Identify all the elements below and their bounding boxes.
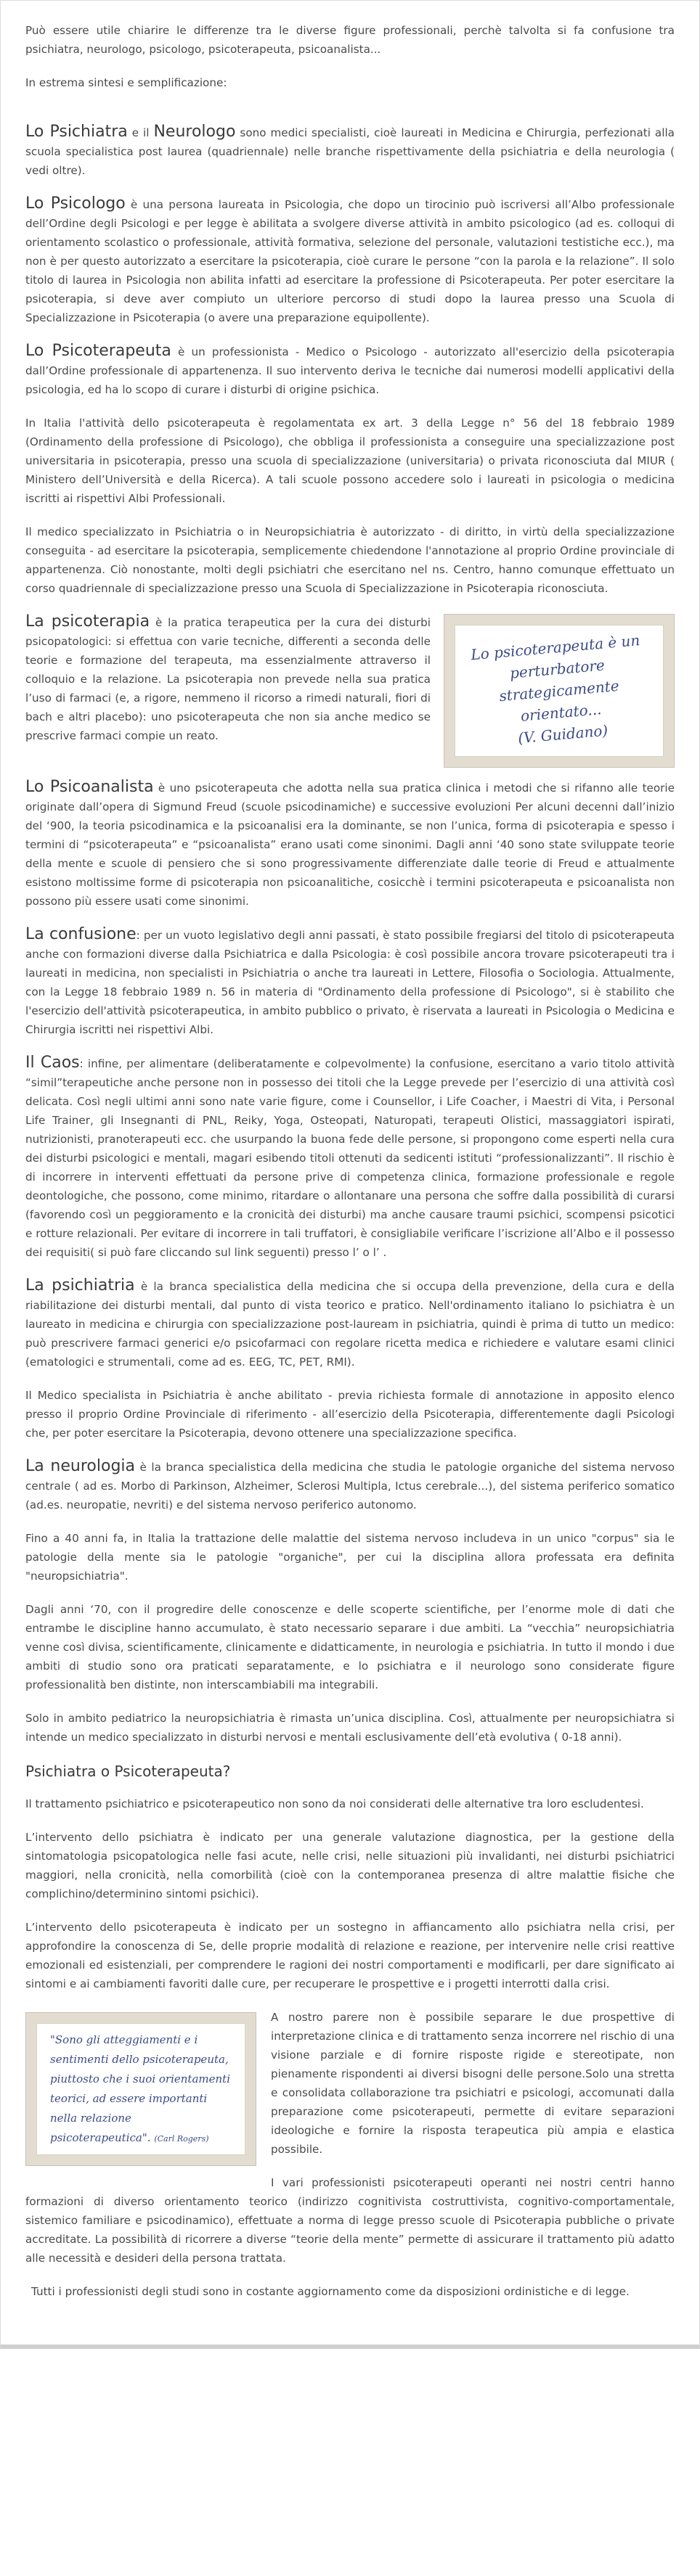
quote-guidano-author: (V. Guidano) [517,721,609,747]
heading-psichiatria: La psichiatria [25,1276,135,1295]
intro-summary: In estrema sintesi e semplificazione: [25,76,227,89]
text-psicoanalista: è uno psicoterapeuta che adotta nella sua pratica clinica i metodi che si rifanno alle teorie originate dall’opera di Sigmund Freud (scuole psicodinamiche) e successive evoluzioni Per alcuni decenni dall’inizio del ‘900, la teoria psicodinamica e la psicoanalisi era la dominante, se non l’unica, forma di psicoterapia e spesso i termini di “psicoterapeuta” e “psicoanalista” erano usati come sinonimi. Dagli anni ‘40 sono state sviluppate teorie della mente e scuole di pensiero che si sono progressivamente differenziate dalle teorie di Freud e attualmente esistono moltissime forme di psicoterapia non psicoanalitiche, cosicchè i termini psicoterapeuta e psicoanalista non possono più essere usati come sinonimi. [25,782,675,908]
quote-guidano-line2: perturbatore [509,656,606,682]
section-psicoterapeuta [25,342,675,399]
paragraph-ambito-pediatrico: Solo in ambito pediatrico la neuropsichiatria è rimasta un’unica disciplina. Così, attualmente per neuropsichiatra si intende un medico specializzato in disturbi nervosi e mentali esclusivamente dell’età evolutiva ( 0-18 anni). [25,1712,675,1744]
paragraph-aggiornamento: Tutti i professionisti degli studi sono in costante aggiornamento come da disposizioni ordinistiche e di legge. [31,2285,630,2298]
heading-confusione: La confusione [25,925,137,943]
text-psicoterapia: è la pratica terapeutica per la cura dei disturbi psicopatologici: si effettua con varie tecniche, differenti a seconda delle teorie e formazione del terapeuta, ma essenzialmente attraverso il colloquio e la relazione. La psicoterapia non prevede nella sua pratica l’uso di farmaci (e, a rigore, nemmeno il ricorso a rimedi naturali, fiori di bach e altri placebo): uno psicoterapeuta che non sia anche medico se prescrive farmaci compie un reato. [25,616,431,742]
text-psicoterapeuta: è un professionista - Medico o Psicologo - autorizzato all'esercizio della psicoterapia dall’Ordine professionale di appartenenza. Il suo intervento deriva le tecniche dai numerosi modelli applicativi della psicologia, ed ha lo scopo di curare i disturbi di origine psichica. [25,345,675,396]
heading-caos: Il Caos [25,1054,80,1072]
heading-psicologo: Lo Psicologo [25,194,126,213]
text-neurologia: è la branca specialistica della medicina che studia le patologie organiche del sistema nervoso centrale ( ad es. Morbo di Parkinson, Alzheimer, Sclerosi Multipla, Ictus cerebrale...), del sistema periferico somatico (ad.es. neuropatie, nevriti) e del sistema nervoso periferico autonomo. [25,1461,675,1511]
quote-rogers-card [36,2023,245,2155]
quote-guidano [464,628,654,752]
paragraph-legge-psicoterapeuta: In Italia l'attività dello psicoterapeuta è regolamentata ex art. 3 della Legge n° 56 del 18 febbraio 1989 (Ordinamento della professione di Psicologo), che obbliga il professionista a conseguire una specializzazione post universitaria in psicoterapia, presso una scuola di specializzazione (universitaria) o privata riconosciuta dal MIUR ( Ministero dell’Università e della Ricerca). A tali scuole possono accedere solo i laureati in psicologia o medicina iscritti ai rispettivi Albi Professionali. [25,417,675,505]
quote-guidano-card [455,625,664,757]
quote-rogers-author: (Carl Rogers) [154,2133,209,2144]
paragraph-medico-specializzato: Il medico specializzato in Psichiatria o in Neuropsichiatria è autorizzato - di diritto, in virtù della specializzazione conseguita - ad esercitare la psicoterapia, semplicemente chiedendone l'annotazione al proprio Ordine provinciale di appartenenza. Ciò nonostante, molti degli psichiatri che esercitano nel ns. Centro, hanno comunque effettuato un corso quadriennale di specializzazione presso una Scuola di Specializzazione in Psicoterapia riconosciuta. [25,525,675,595]
paragraph-neuropsichiatria: Fino a 40 anni fa, in Italia la trattazione delle malattie del sistema nervoso includeva in un unico "corpus" sia le patologie della mente sia le patologie "organiche", per cui la disciplina allora professata era definita "neuropsichiatria". [25,1532,675,1583]
heading-psichiatra-o-psicoterapeuta: Psichiatra o Psicoterapeuta? [25,1763,231,1780]
section-psicologo [25,194,675,327]
heading-psicoterapia: La psicoterapia [25,612,150,631]
paragraph-medico-psichiatria: Il Medico specialista in Psichiatria è anche abilitato - previa richiesta formale di annotazione in apposito elenco presso il proprio Ordine Provinciale di riferimento - all’esercizio della Psicoterapia, differentemente dagli Psicologi che, per poter esercitare la Psicoterapia, devono ottenere una specializzazione specifica. [25,1389,675,1440]
text-psichiatria: è la branca specialistica della medicina che si occupa della prevenzione, della cura e della riabilitazione dei disturbi mentali, dal punto di vista teorico e pratico. Nell'ordinamento italiano lo psichiatra è un laureato in medicina e chirurgia con specializzazione post-lauream in psichiatria, quindi è prima di tutto un medico: può prescrivere farmaci generici e/o psicofarmaci con regolare ricetta medica e richiedere e valutare esami clinici (ematologici e strumentali, come ad es. EEG, TC, PET, RMI). [25,1280,675,1369]
heading-psicoanalista: Lo Psicoanalista [25,778,154,796]
connector-text: e il [127,126,154,139]
section-neurologia [25,1457,675,1514]
quote-rogers [50,2030,232,2149]
heading-psicoterapeuta: Lo Psicoterapeuta [25,342,171,360]
paragraph-trattamento: Il trattamento psichiatrico e psicoterapeutico non sono da noi considerati delle alternative tra loro escludentesi. [25,1797,644,1810]
text-psichiatra-neurologo: sono medici specialisti, cioè laureati in Medicina e Chirurgia, perfezionati alla scuola specialistica post laurea (quadriennale) nelle branche rispettivamente della psichiatria e della neurologia ( vedi oltre). [25,126,675,177]
quote-rogers-text: "Sono gli atteggiamenti e i sentimenti dello psicoterapeuta, piuttosto che i suoi orientamenti teorici, ad essere importanti nella relazione psicoterapeutica". [50,2033,230,2144]
paragraph-professionisti: I vari professionisti psicoterapeuti operanti nei nostri centri hanno formazioni di diverso orientamento teorico (indirizzo cognitivista costruttivista, cognitivo-comportamentale, sistemico familiare e psicodinamico), effettuate a norma di legge presso scuole di Psicoterapia pubbliche o private accreditate. La possibilità di ricorrere a diverse “teorie della mente” permette di assicurare il trattamento più adatto alle necessità e desideri della persona trattata. [25,2176,675,2265]
quote-guidano-line1: Lo psicoterapeuta è un [470,631,641,664]
quote-guidano-box [444,614,675,768]
paragraph-nostro-parere: A nostro parere non è possibile separare le due prospettive di interpretazione clinica e di trattamento senza incorrere nel rischio di una visione parziale e di fornire risposte rigide e stereotipate, non pienamente rispondenti ai diversi bisogni delle persone.Solo una stretta e consolidata collaborazione tra psichiatri e psicologi, accomunati dalla preparazione come psicoterapeuti, permette di evitare separazioni ideologiche e fornire la risposta terapeutica più ampia e elastica possibile. [271,2011,675,2156]
text-caos: : infine, per alimentare (deliberatamente e colpevolmente) la confusione, esercitano a vario titolo attività “simil”terapeutiche anche persone non in possesso dei titoli che la Legge prevede per l’esercizio di una attività così delicata. Così negli ultimi anni sono nate varie figure, come i Counsellor, i Life Coacher, i Maestri di Vita, i Personal Life Trainer, gli Insegnanti di PNL, Reiky, Yoga, Osteopati, Naturopati, terapeuti Olistici, massaggiatori ispirati, nutrizionisti, pranoterapeuti ecc. che usurpando la buona fede delle persone, si propongono come esperti nella cura dei disturbi psicologici e mentali, magari esibendo titoli ottenuti da sedicenti istituti “professionalizzanti”. Il rischio è di incorrere in interventi effettuati da persone prive di competenza clinica, formazione professionale e regole deontologiche, che possono, come minimo, ritardare o allontanare una persona che soffre dalla possibilità di curarsi (favorendo così un peggioramento e la cronicità dei disturbi) ma anche causare traumi psichici, scompensi psicotici e rotture relazionali. Per evitare di incorrere in tali truffatori, è consigliabile verificare l’iscrizione all’Albo e il possesso dei requisiti( si può fare cliccando sul link seguenti) presso l’ o l’ . [25,1057,675,1259]
text-confusione: : per un vuoto legislativo degli anni passati, è stato possibile fregiarsi del titolo di psicoterapeuta anche con formazioni diverse dalla Psichiatrica e dalla Psicologia: è così possibile ancora trovare psicoterapeuti tra i laureati in medicina, non specialisti in Psichiatria o anche tra laureati in Lettere, Filosofia o Sociologia. Attualmente, con la Legge 18 febbraio 1989 n. 56 in materia di "Ordinamento della professione di Psicologo", si è stabilito che l'esercizio dell'attività psicoterapeutica, in ambito pubblico o privato, è riservata a laureati in Psicologia o Medicina e Chirurgia iscritti nei rispettivi Albi. [25,929,675,1036]
section-confusione [25,925,675,1039]
quote-guidano-line3: strategicamente orientato... [498,676,620,725]
paragraph-intervento-psicoterapeuta: L’intervento dello psicoterapeuta è indicato per un sostegno in affiancamento allo psichiatra nella crisi, per approfondire la conoscenza di Se, delle proprie modalità di relazione e reazione, per intervenire nelle crisi reattive emozionali ed esistenziali, per comprendere le ragioni dei nostri comportamenti e modificarli, per dare significato ai sintomi e ai cambiamenti favoriti dalle cure, per recuperare le prospettive e i progetti interrotti dalla crisi. [25,1921,675,1990]
text-psicologo: è una persona laureata in Psicologia, che dopo un tirocinio può iscriversi all’Albo professionale dell’Ordine degli Psicologi e per legge è abilitata a svolgere diverse attività in ambito psicologico (ad es. colloqui di orientamento scolastico o professionale, attività formativa, selezione del personale, valutazioni testistiche ecc.), ma non è per questo autorizzato a esercitare la psicoterapia, cioè curare le persone “con la parola e la relazione”. Il solo titolo di laurea in Psicologia non abilita infatti ad esercitare la professione di Psicoterapeuta. Per poter esercitare la psicoterapia, si deve aver compiuto un ulteriore percorso di studi dopo la laurea presso una Scuola di Specializzazione in Psicoterapia (o avere una preparazione equipollente). [25,198,675,324]
section-psichiatria [25,1276,675,1371]
section-psichiatra-neurologo [25,123,675,180]
heading-neurologia: La neurologia [25,1457,135,1475]
heading-neurologo: Neurologo [153,123,236,141]
section-caos [25,1054,675,1262]
intro-paragraph: Può essere utile chiarire le differenze tra le diverse figure professionali, perchè talvolta si fa confusione tra psichiatra, neurologo, psicologo, psicoterapeuta, psicoanalista... [25,24,675,56]
quote-rogers-box [25,2012,256,2166]
paragraph-anni-70: Dagli anni ‘70, con il progredire delle conoscenze e delle scoperte scientifiche, per l’enorme mole di dati che entrambe le discipline hanno accumulato, è stato necessario separare i due ambiti. La “vecchia” neuropsichiatria venne così divisa, scientificamente, clinicamente e didatticamente, in neurologia e psichiatria. In tutto il mondo i due ambiti di studio sono ora praticati separatamente, e lo psichiatra e il neurologo sono considerate figure professionalità ben distinte, non interscambiabili ma integrabili. [25,1603,675,1691]
section-psicoanalista [25,778,675,911]
heading-psichiatra: Lo Psichiatra [25,123,128,141]
paragraph-intervento-psichiatra: L’intervento dello psichiatra è indicato per una generale valutazione diagnostica, per la gestione della sintomatologia psicopatologica nelle fasi acute, nelle crisi, nelle situazioni più invalidanti, nei disturbi psichiatrici maggiori, nella cronicità, nella comorbilità (cioè con la contemporanea presenza di altre malattie fisiche che complichino/determinino sintomi psichici). [25,1831,675,1900]
